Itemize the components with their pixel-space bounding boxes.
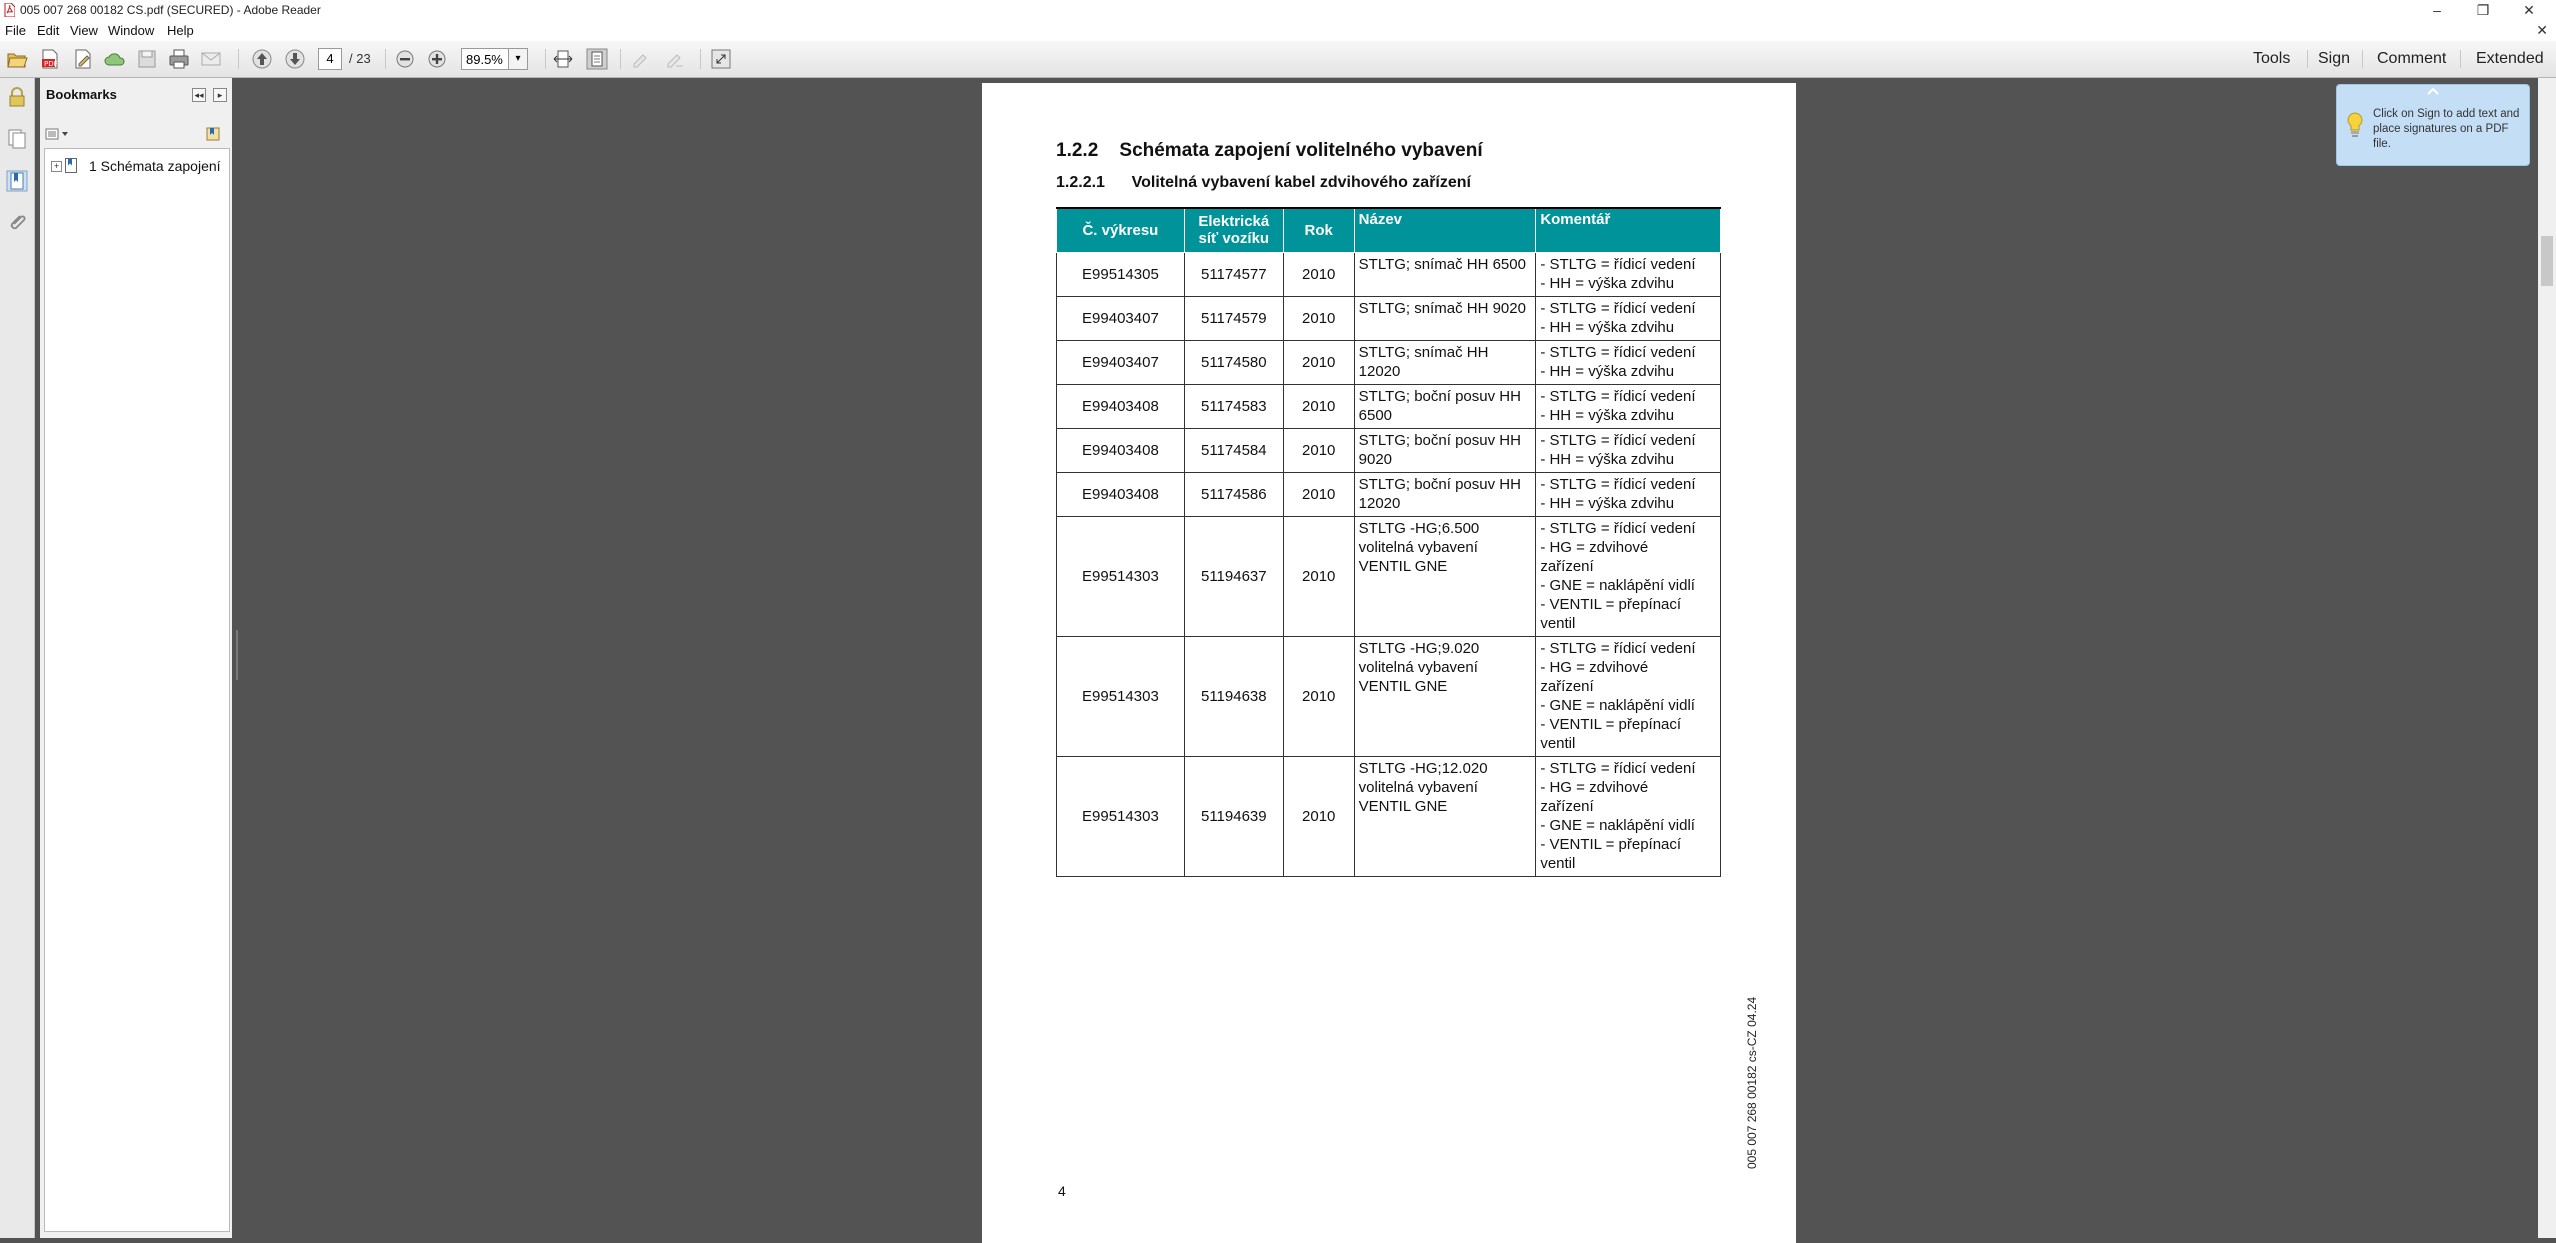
svg-text:PDF: PDF [44, 60, 58, 68]
net-number-cell: 51174577 [1184, 252, 1283, 296]
create-pdf-icon[interactable] [39, 48, 61, 70]
drawing-number-cell: E99403408 [1057, 428, 1185, 472]
year-cell: 2010 [1283, 428, 1354, 472]
tools-pane-button[interactable]: Tools [2253, 50, 2291, 67]
comment-cell: - STLTG = řídicí vedení - HH = výška zdvihu [1536, 384, 1721, 428]
print-icon[interactable] [168, 48, 190, 70]
net-number-cell: 51174584 [1184, 428, 1283, 472]
sign-tooltip [2336, 84, 2530, 166]
year-cell: 2010 [1283, 636, 1354, 756]
column-header-year: Rok [1283, 208, 1354, 252]
table-row [1057, 296, 1721, 340]
column-header-net: Elektrická síť vozíku [1184, 208, 1283, 252]
comment-cell: - STLTG = řídicí vedení - HH = výška zdvihu [1536, 472, 1721, 516]
drawing-number-cell: E99403407 [1057, 296, 1185, 340]
drawing-number-cell: E99514303 [1057, 636, 1185, 756]
bookmarks-list [44, 148, 230, 1232]
menu-bar [0, 20, 2556, 41]
sign-pen-icon [664, 48, 686, 70]
email-icon[interactable] [200, 48, 222, 70]
previous-page-icon[interactable] [251, 48, 273, 70]
zoom-dropdown[interactable]: ▾ [508, 48, 528, 70]
toolbar-separator [545, 49, 546, 69]
table-row [1057, 516, 1721, 636]
zoom-out-icon[interactable] [394, 48, 416, 70]
section-title: Schémata zapojení volitelného vybavení [1119, 140, 1483, 161]
net-number-cell: 51174586 [1184, 472, 1283, 516]
bookmark-page-icon [65, 158, 77, 173]
bookmarks-icon[interactable] [6, 170, 28, 192]
name-cell: STLTG; snímač HH 6500 [1354, 252, 1536, 296]
comment-cell: - STLTG = řídicí vedení - HH = výška zdvihu [1536, 252, 1721, 296]
restore-button[interactable]: ❐ [2476, 2, 2490, 18]
page-number-input[interactable] [318, 48, 342, 70]
table-row [1057, 636, 1721, 756]
year-cell: 2010 [1283, 296, 1354, 340]
adobe-reader-icon [4, 3, 15, 17]
toolbar-separator [385, 49, 386, 69]
close-document-button[interactable]: ✕ [2536, 22, 2548, 38]
navigation-rail [0, 78, 35, 1238]
cloud-icon[interactable] [104, 48, 126, 70]
pages-icon[interactable] [6, 128, 28, 150]
net-number-cell: 51194637 [1184, 516, 1283, 636]
read-mode-icon[interactable] [710, 48, 732, 70]
year-cell: 2010 [1283, 516, 1354, 636]
bookmarks-header: Bookmarks [46, 87, 117, 102]
edit-pdf-icon[interactable] [72, 48, 94, 70]
table-row [1057, 252, 1721, 296]
scrollbar-thumb[interactable] [2541, 236, 2553, 286]
table-row [1057, 428, 1721, 472]
net-number-cell: 51174579 [1184, 296, 1283, 340]
collapse-panel-button[interactable]: ◂◂ [192, 88, 206, 102]
splitter-grip [236, 630, 238, 680]
table-row [1057, 384, 1721, 428]
table-header-row [1057, 208, 1721, 252]
menu-file[interactable]: File [5, 23, 26, 38]
subsection-heading [1056, 174, 1471, 192]
save-icon[interactable] [136, 48, 158, 70]
sign-pane-button[interactable]: Sign [2318, 50, 2351, 67]
close-button[interactable]: ✕ [2523, 2, 2535, 18]
net-number-cell: 51194638 [1184, 636, 1283, 756]
document-code: 005 007 268 00182 cs-CZ 04.24 [1745, 996, 1759, 1169]
year-cell: 2010 [1283, 384, 1354, 428]
drawing-number-cell: E99514305 [1057, 252, 1185, 296]
options-menu-icon[interactable] [45, 127, 71, 141]
toolbar-separator [620, 49, 621, 69]
comment-cell: - STLTG = řídicí vedení - HH = výška zdvihu [1536, 296, 1721, 340]
attachments-icon[interactable] [6, 212, 28, 234]
lock-icon[interactable] [6, 86, 28, 108]
table-row [1057, 756, 1721, 876]
highlight-icon [630, 48, 652, 70]
window-title: 005 007 268 00182 CS.pdf (SECURED) - Adobe Reader [20, 3, 321, 17]
comment-cell: - STLTG = řídicí vedení - HH = výška zdvihu [1536, 428, 1721, 472]
subsection-number: 1.2.2.1 [1056, 174, 1105, 191]
name-cell: STLTG; snímač HH 9020 [1354, 296, 1536, 340]
name-cell: STLTG -HG;12.020 volitelná vybavení VENTIL GNE [1354, 756, 1536, 876]
toolbar-separator [2362, 50, 2363, 68]
extended-pane-button[interactable]: Extended [2476, 50, 2544, 67]
comment-cell: - STLTG = řídicí vedení - HH = výška zdvihu [1536, 340, 1721, 384]
tooltip-text: Click on Sign to add text and place signatures on a PDF file. [2373, 108, 2520, 150]
drawing-number-cell: E99403408 [1057, 472, 1185, 516]
column-header-drawing: Č. výkresu [1057, 208, 1185, 252]
year-cell: 2010 [1283, 472, 1354, 516]
page-number: 4 [1058, 1183, 1066, 1199]
bookmarks-panel [40, 78, 232, 1238]
net-number-cell: 51174583 [1184, 384, 1283, 428]
net-number-cell: 51174580 [1184, 340, 1283, 384]
name-cell: STLTG; snímač HH 12020 [1354, 340, 1536, 384]
column-header-comment: Komentář [1536, 208, 1721, 252]
zoom-input[interactable] [461, 48, 509, 70]
toolbar-separator [700, 49, 701, 69]
menu-help[interactable]: Help [167, 23, 194, 38]
name-cell: STLTG; boční posuv HH 9020 [1354, 428, 1536, 472]
year-cell: 2010 [1283, 756, 1354, 876]
section-heading [1056, 140, 1483, 162]
table-row [1057, 340, 1721, 384]
subsection-title: Volitelná vybavení kabel zdvihového zařízení [1131, 174, 1471, 191]
name-cell: STLTG -HG;6.500 volitelná vybavení VENTIL GNE [1354, 516, 1536, 636]
name-cell: STLTG; boční posuv HH 12020 [1354, 472, 1536, 516]
comment-pane-button[interactable]: Comment [2377, 50, 2447, 67]
tooltip-collapse-icon[interactable] [2427, 87, 2439, 95]
next-page-icon[interactable] [284, 48, 306, 70]
zoom-in-icon[interactable] [426, 48, 448, 70]
comment-cell: - STLTG = řídicí vedení - HG = zdvihové zařízení - GNE = naklápění vidlí - VENTIL = přepínací ventil [1536, 756, 1721, 876]
name-cell: STLTG -HG;9.020 volitelná vybavení VENTIL GNE [1354, 636, 1536, 756]
panel-next-button[interactable]: ▸ [213, 88, 227, 102]
toolbar-separator [2460, 50, 2461, 68]
year-cell: 2010 [1283, 252, 1354, 296]
toolbar [0, 41, 2556, 78]
toolbar-separator [238, 49, 239, 69]
lightbulb-icon [2345, 111, 2365, 141]
table-row [1057, 472, 1721, 516]
menu-view[interactable]: View [70, 23, 98, 38]
drawing-number-cell: E99514303 [1057, 516, 1185, 636]
minimize-button[interactable]: – [2433, 2, 2441, 18]
toolbar-separator [2307, 50, 2308, 68]
year-cell: 2010 [1283, 340, 1354, 384]
menu-edit[interactable]: Edit [37, 23, 60, 38]
section-number: 1.2.2 [1056, 140, 1099, 161]
net-number-cell: 51194639 [1184, 756, 1283, 876]
title-bar [0, 0, 2556, 20]
name-cell: STLTG; boční posuv HH 6500 [1354, 384, 1536, 428]
expand-toggle[interactable]: + [51, 161, 62, 172]
open-icon[interactable] [6, 48, 28, 70]
fit-page-icon[interactable] [586, 48, 608, 70]
drawing-number-cell: E99403407 [1057, 340, 1185, 384]
wiring-table [1056, 207, 1721, 877]
document-page [982, 83, 1796, 1243]
vertical-scrollbar[interactable] [2538, 78, 2556, 1238]
drawing-number-cell: E99403408 [1057, 384, 1185, 428]
comment-cell: - STLTG = řídicí vedení - HG = zdvihové zařízení - GNE = naklápění vidlí - VENTIL = přepínací ventil [1536, 516, 1721, 636]
drawing-number-cell: E99514303 [1057, 756, 1185, 876]
new-bookmark-icon[interactable] [205, 126, 221, 142]
page-total-label: / 23 [349, 51, 371, 66]
bookmark-label: 1 Schémata zapojení [89, 158, 221, 174]
comment-cell: - STLTG = řídicí vedení - HG = zdvihové zařízení - GNE = naklápění vidlí - VENTIL = přepínací ventil [1536, 636, 1721, 756]
fit-width-icon[interactable] [552, 48, 574, 70]
column-header-name: Název [1354, 208, 1536, 252]
menu-window[interactable]: Window [108, 23, 155, 38]
